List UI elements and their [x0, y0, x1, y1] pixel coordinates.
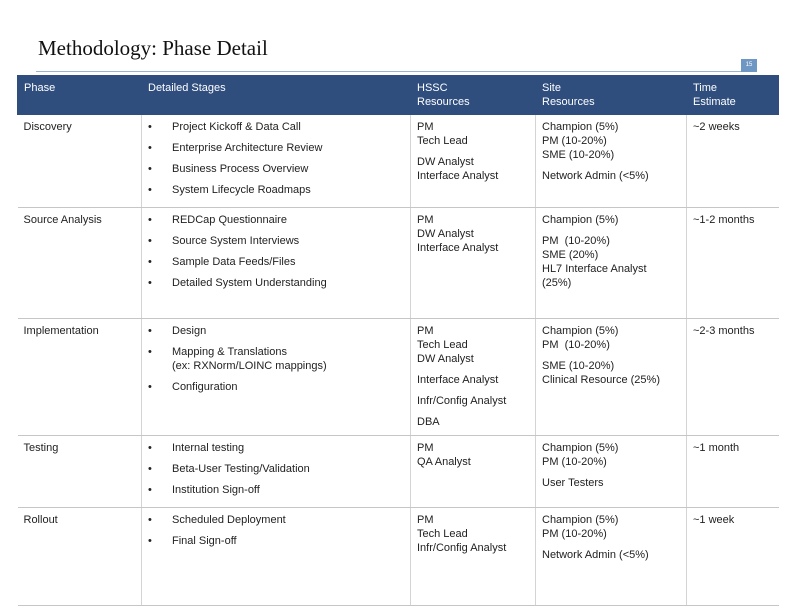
page-number-badge: 15 — [741, 59, 757, 72]
phase-name: Testing — [23, 442, 59, 454]
phase-name: Rollout — [23, 514, 58, 526]
hssc-resources-cell-line: Tech Lead — [417, 135, 468, 147]
hssc-resources-cell-line: PM — [417, 442, 434, 454]
phase-name: Source Analysis — [23, 214, 102, 226]
time-estimate: ~2 weeks — [693, 121, 740, 133]
stage-text: Scheduled Deployment — [172, 514, 286, 526]
hssc-resources-cell — [411, 436, 536, 508]
bullet-icon: • — [148, 442, 152, 454]
bullet-icon: • — [148, 346, 152, 358]
hssc-resources-cell — [411, 319, 536, 436]
hssc-resources-cell-line: DW Analyst — [417, 353, 474, 365]
bullet-icon: • — [148, 484, 152, 496]
bullet-icon: • — [148, 381, 152, 393]
site-resources-cell-line: SME (10-20%) — [542, 149, 615, 161]
list-item — [148, 183, 404, 197]
table-header-row — [18, 76, 779, 115]
hssc-resources-cell-line: Infr/Config Analyst — [417, 542, 507, 554]
site-resources-cell — [536, 319, 687, 436]
time-estimate-cell — [687, 319, 779, 436]
bullet-icon: • — [148, 325, 152, 337]
phase-cell — [18, 319, 142, 436]
site-resources-cell-line: Network Admin (<5%) — [542, 170, 649, 182]
site-resources-cell — [536, 508, 687, 606]
table-row — [18, 208, 779, 319]
stage-text: Sample Data Feeds/Files — [172, 256, 296, 268]
table-row — [18, 436, 779, 508]
header-site-resources-label: Site Resources — [542, 82, 595, 108]
list-item — [148, 255, 404, 269]
time-estimate: ~2-3 months — [693, 325, 755, 337]
stage-text: Internal testing — [172, 442, 245, 454]
phase-name: Discovery — [23, 121, 72, 133]
site-resources-cell-line: SME (10-20%) — [542, 360, 615, 372]
hssc-resources-cell-line: DBA — [417, 416, 440, 428]
site-resources-cell — [536, 115, 687, 208]
site-resources-cell-line: (25%) — [542, 277, 572, 289]
phase-cell — [18, 208, 142, 319]
site-resources-cell-line: Champion (5%) — [542, 442, 619, 454]
bullet-icon: • — [148, 121, 152, 133]
time-estimate: ~1-2 months — [693, 214, 755, 226]
header-detailed-stages — [142, 76, 411, 115]
stages-list — [148, 120, 404, 197]
table-row — [18, 508, 779, 606]
bullet-icon: • — [148, 277, 152, 289]
stages-list — [148, 441, 404, 497]
hssc-resources-cell-line: Interface Analyst — [417, 170, 499, 182]
hssc-resources-cell-line: PM — [417, 325, 434, 337]
site-resources-cell-line: Champion (5%) — [542, 121, 619, 133]
list-item — [148, 441, 404, 455]
header-time-estimate-label: Time Estimate — [693, 82, 736, 108]
hssc-resources-cell-line: PM — [417, 214, 434, 226]
table-row — [18, 115, 779, 208]
hssc-resources-cell-line: DW Analyst — [417, 156, 474, 168]
hssc-resources-cell — [411, 208, 536, 319]
site-resources-cell-line: PM (10-20%) — [542, 339, 610, 351]
bullet-icon: • — [148, 463, 152, 475]
list-item — [148, 276, 404, 290]
bullet-icon: • — [148, 235, 152, 247]
header-phase-label: Phase — [24, 82, 56, 94]
bullet-icon: • — [148, 142, 152, 154]
stages-cell — [142, 115, 411, 208]
hssc-resources-cell — [411, 508, 536, 606]
stage-text: Institution Sign-off — [172, 484, 260, 496]
hssc-resources-cell-line: PM — [417, 121, 434, 133]
time-estimate-cell — [687, 436, 779, 508]
site-resources-cell-line: Clinical Resource (25%) — [542, 374, 660, 386]
list-item — [148, 345, 404, 373]
hssc-resources-cell-line: Infr/Config Analyst — [417, 395, 507, 407]
header-phase — [18, 76, 142, 115]
site-resources-cell — [536, 208, 687, 319]
site-resources-cell-line: HL7 Interface Analyst — [542, 263, 647, 275]
site-resources-cell — [536, 436, 687, 508]
title-divider — [36, 71, 741, 72]
site-resources-cell-line: User Testers — [542, 477, 604, 489]
bullet-icon: • — [148, 256, 152, 268]
list-item — [148, 380, 404, 394]
header-site-resources — [536, 76, 687, 115]
phase-cell — [18, 508, 142, 606]
stages-cell — [142, 208, 411, 319]
list-item — [148, 213, 404, 227]
site-resources-cell-line: SME (20%) — [542, 249, 599, 261]
list-item — [148, 534, 404, 548]
stage-text: Beta-User Testing/Validation — [172, 463, 310, 475]
stage-text: Enterprise Architecture Review — [172, 142, 323, 154]
site-resources-cell-line: PM (10-20%) — [542, 235, 610, 247]
stage-text: Mapping & Translations (ex: RXNorm/LOINC mappings) — [172, 346, 327, 372]
phase-cell — [18, 115, 142, 208]
stage-text: Business Process Overview — [172, 163, 309, 175]
stage-text: Project Kickoff & Data Call — [172, 121, 301, 133]
bullet-icon: • — [148, 214, 152, 226]
hssc-resources-cell-line: Tech Lead — [417, 339, 468, 351]
bullet-icon: • — [148, 514, 152, 526]
phase-cell — [18, 436, 142, 508]
hssc-resources-cell-line: DW Analyst — [417, 228, 474, 240]
table-row — [18, 319, 779, 436]
time-estimate-cell — [687, 115, 779, 208]
header-detailed-stages-label: Detailed Stages — [148, 82, 226, 94]
phase-name: Implementation — [23, 325, 99, 337]
list-item — [148, 483, 404, 497]
header-hssc-resources-label: HSSC Resources — [417, 82, 470, 108]
stages-list — [148, 324, 404, 394]
hssc-resources-cell — [411, 115, 536, 208]
hssc-resources-cell-line: Interface Analyst — [417, 242, 499, 254]
stage-text: System Lifecycle Roadmaps — [172, 184, 311, 196]
stage-text: Final Sign-off — [172, 535, 237, 547]
list-item — [148, 120, 404, 134]
header-hssc-resources — [411, 76, 536, 115]
time-estimate-cell — [687, 508, 779, 606]
stages-cell — [142, 319, 411, 436]
site-resources-cell-line: PM (10-20%) — [542, 135, 607, 147]
site-resources-cell-line: Network Admin (<5%) — [542, 549, 649, 561]
list-item — [148, 234, 404, 248]
hssc-resources-cell-line: Interface Analyst — [417, 374, 499, 386]
stages-list — [148, 513, 404, 548]
list-item — [148, 324, 404, 338]
site-resources-cell-line: PM (10-20%) — [542, 528, 607, 540]
time-estimate-cell — [687, 208, 779, 319]
phase-detail-table — [17, 75, 779, 606]
site-resources-cell-line: Champion (5%) — [542, 514, 619, 526]
stages-list — [148, 213, 404, 290]
site-resources-cell-line: PM (10-20%) — [542, 456, 607, 468]
bullet-icon: • — [148, 163, 152, 175]
stage-text: Configuration — [172, 381, 238, 393]
hssc-resources-cell-line: PM — [417, 514, 434, 526]
bullet-icon: • — [148, 535, 152, 547]
hssc-resources-cell-line: Tech Lead — [417, 528, 468, 540]
list-item — [148, 513, 404, 527]
site-resources-cell-line: Champion (5%) — [542, 325, 619, 337]
time-estimate: ~1 month — [693, 442, 740, 454]
list-item — [148, 162, 404, 176]
header-time-estimate — [687, 76, 779, 115]
list-item — [148, 141, 404, 155]
stages-cell — [142, 436, 411, 508]
page-title: Methodology: Phase Detail — [38, 36, 268, 60]
bullet-icon: • — [148, 184, 152, 196]
site-resources-cell-line: Champion (5%) — [542, 214, 619, 226]
time-estimate: ~1 week — [693, 514, 735, 526]
stages-cell — [142, 508, 411, 606]
stage-text: Source System Interviews — [172, 235, 300, 247]
table-body — [18, 115, 779, 606]
stage-text: Detailed System Understanding — [172, 277, 327, 289]
hssc-resources-cell-line: QA Analyst — [417, 456, 471, 468]
list-item — [148, 462, 404, 476]
stage-text: Design — [172, 325, 207, 337]
stage-text: REDCap Questionnaire — [172, 214, 287, 226]
